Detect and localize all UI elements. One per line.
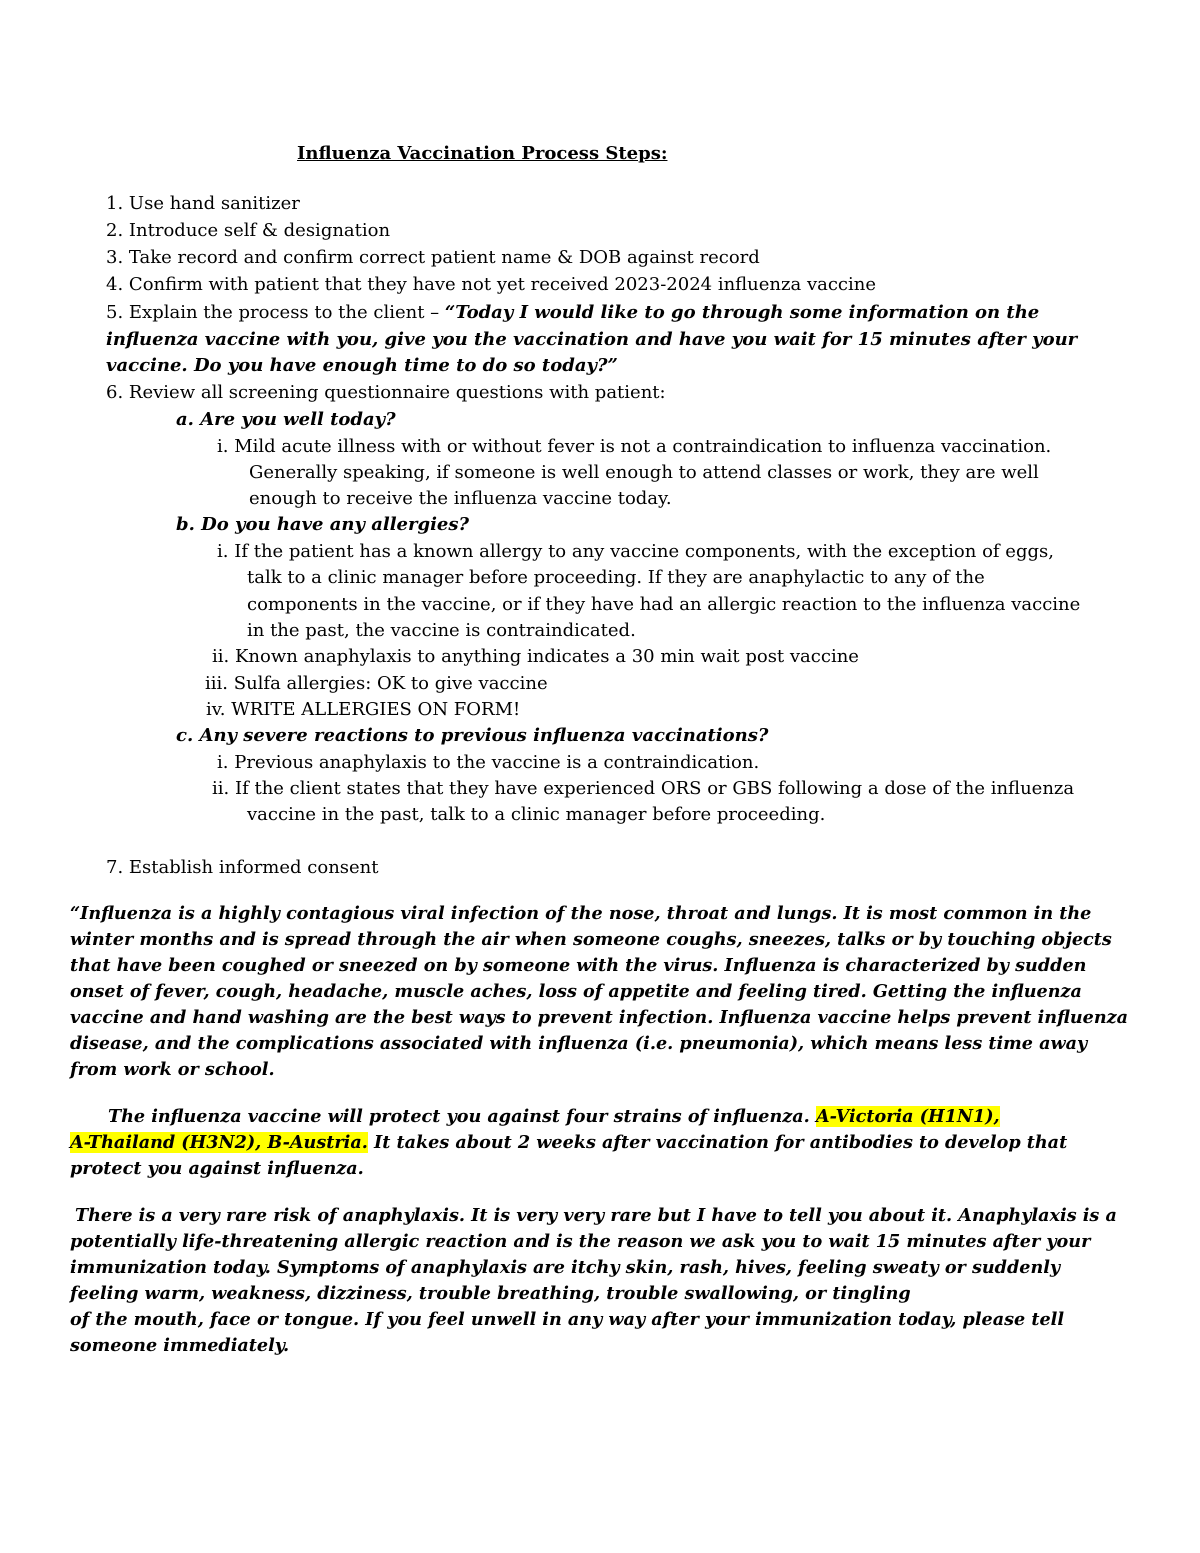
question-c-item-ii-line-2: vaccine in the past, talk to a clinic manager before proceeding.: [247, 804, 826, 825]
step-2: [106, 220, 390, 242]
consent-paragraph-3-part-1: There is a very rare risk of anaphylaxis. It is very very rare but I have to tell you about it. Anaphylaxis is a potentially life-threatening allergic reaction and is the reason we ask you to wait 15 minutes after your immunization today. Symptoms of anaphylaxis are itchy skin, rash, hives, feeling sweaty or suddenly feeling warm, weakness, dizziness, trouble breathing, trouble swallowing, or tingling: [70, 1205, 1117, 1304]
consent-paragraph-1: “Influenza is a highly contagious viral infection of the nose, throat and lungs. It is most common in the winter months and is spread through the air when someone coughs, sneezes, talks or by touching objects that have been coughed or sneezed on by someone with the virus. Influenza is characterized by sudden onset of fever, cough, headache, muscle aches, loss of appetite and feeling tired. Getting the influenza vaccine and hand washing are the best ways to prevent infection. Influenza vaccine helps prevent influenza disease, and the complications associated with influenza (i.e. pneumonia), which means less time away from work or school.: [70, 903, 1129, 1080]
step-number: 7.: [106, 857, 124, 878]
question-a: a. Are you well today?: [176, 409, 396, 430]
step-number: 3.: [106, 247, 124, 268]
question-b-item-i-line-3: components in the vaccine, or if they have had an allergic reaction to the influenza vaccine: [247, 594, 1081, 615]
document-title: Influenza Vaccination Process Steps:: [297, 143, 668, 164]
strain-highlight-2: A-Thailand (H3N2), B-Austria.: [70, 1132, 368, 1153]
question-a-item-i: [217, 436, 1051, 458]
step-3: [106, 247, 760, 269]
consent-paragraph-3-part-2: of the mouth, face or tongue. If you feel unwell in any way after your immunization today, please tell someone immediately.: [70, 1309, 1065, 1356]
item-text: Sulfa allergies: OK to give vaccine: [233, 673, 548, 694]
question-b: b. Do you have any allergies?: [176, 514, 470, 535]
item-text: Known anaphylaxis to anything indicates a 30 min wait post vaccine: [234, 646, 859, 667]
item-text: If the patient has a known allergy to any vaccine components, with the exception of eggs,: [234, 541, 1054, 562]
step-6: [106, 382, 666, 404]
step-number: 4.: [106, 274, 124, 295]
item-number: i.: [217, 436, 229, 457]
item-number: i.: [217, 752, 229, 773]
question-c-item-i: [217, 752, 759, 774]
step-number: 2.: [106, 220, 124, 241]
item-text: WRITE ALLERGIES ON FORM!: [231, 699, 521, 720]
step-text: Review all screening questionnaire questions with patient:: [128, 382, 666, 403]
step-text: Take record and confirm correct patient name & DOB against record: [128, 247, 760, 268]
step-number: 5.: [106, 302, 124, 323]
item-number: iv.: [206, 699, 226, 720]
item-number: i.: [217, 541, 229, 562]
question-c-item-ii: [212, 778, 1074, 800]
item-text: Mild acute illness with or without fever is not a contraindication to influenza vaccination.: [234, 436, 1052, 457]
question-a-item-i-line-3: enough to receive the influenza vaccine today.: [249, 488, 672, 509]
step-text: Establish informed consent: [128, 857, 379, 878]
question-b-item-i-line-4: in the past, the vaccine is contraindicated.: [247, 620, 636, 641]
question-b-item-iii: [205, 673, 548, 695]
consent-paragraph-2: [70, 1104, 1132, 1182]
item-number: ii.: [212, 646, 230, 667]
step-5-quote-line-2: influenza vaccine with you, give you the vaccination and have you wait for 15 minutes after your: [106, 329, 1078, 350]
question-b-item-i-line-2: talk to a clinic manager before proceeding. If they are anaphylactic to any of the: [247, 567, 985, 588]
step-text: Introduce self & designation: [128, 220, 391, 241]
step-number: 1.: [106, 193, 124, 214]
item-text: If the client states that they have experienced ORS or GBS following a dose of the influenza: [234, 778, 1075, 799]
step-1: [106, 193, 300, 215]
step-text: Use hand sanitizer: [128, 193, 300, 214]
question-b-item-i: [217, 541, 1054, 563]
question-b-item-iv: [206, 699, 520, 721]
item-text: Previous anaphylaxis to the vaccine is a contraindication.: [234, 752, 760, 773]
consent-paragraph-3: [70, 1203, 1132, 1359]
consent-paragraph-2-tail: It takes about 2 weeks after vaccination for antibodies to develop that protect you against influenza.: [70, 1132, 1068, 1179]
question-b-item-ii: [212, 646, 859, 668]
step-4: [106, 274, 876, 296]
item-number: iii.: [205, 673, 228, 694]
step-5: [106, 302, 1039, 324]
item-number: ii.: [212, 778, 230, 799]
question-c: c. Any severe reactions to previous influenza vaccinations?: [176, 725, 769, 746]
step-text: Explain the process to the client –: [128, 302, 445, 323]
step-7: [106, 857, 379, 879]
step-5-quote-line-3: vaccine. Do you have enough time to do so today?”: [106, 355, 618, 376]
question-a-item-i-line-2: Generally speaking, if someone is well enough to attend classes or work, they are well: [249, 462, 1039, 483]
step-number: 6.: [106, 382, 124, 403]
strain-highlight-1: A-Victoria (H1N1),: [815, 1106, 1000, 1127]
consent-paragraph-2-lead: The influenza vaccine will protect you against four strains of influenza.: [108, 1106, 816, 1127]
step-5-quote-line-1: “Today I would like to go through some information on the: [444, 302, 1040, 323]
step-text: Confirm with patient that they have not yet received 2023-2024 influenza vaccine: [128, 274, 877, 295]
